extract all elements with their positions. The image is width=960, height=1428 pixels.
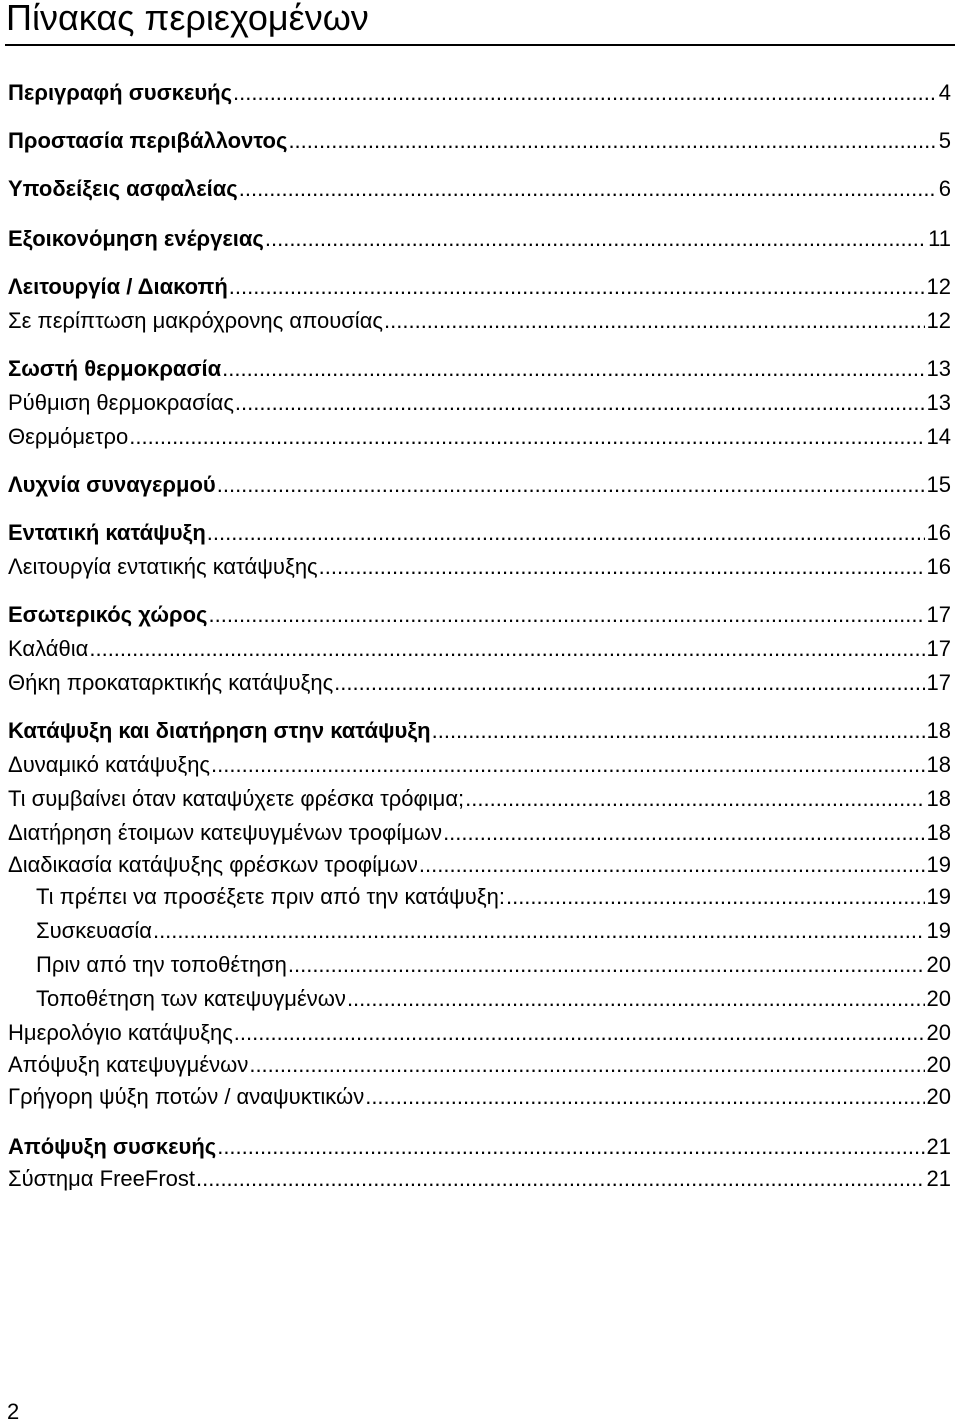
- toc-entry[interactable]: [36, 883, 951, 911]
- toc-entry[interactable]: [8, 175, 951, 203]
- toc-entry[interactable]: [8, 273, 951, 301]
- toc-entry-label: Τοποθέτηση των κατεψυγμένων: [36, 986, 346, 1011]
- toc-entry[interactable]: [8, 127, 951, 155]
- toc-dot-leader: [319, 553, 925, 581]
- toc-dot-leader: [443, 819, 924, 847]
- toc-entry[interactable]: [8, 1133, 951, 1161]
- toc-dot-leader: [217, 1133, 924, 1161]
- toc-entry-label: Τι συμβαίνει όταν καταψύχετε φρέσκα τρόφιμα;: [8, 786, 465, 811]
- toc-entry-page: 18: [926, 718, 951, 743]
- toc-dot-leader: [129, 423, 924, 451]
- toc-entry[interactable]: [36, 951, 951, 979]
- toc-entry-page: 21: [926, 1134, 951, 1159]
- toc-entry-label: Σύστημα FreeFrost: [8, 1166, 195, 1191]
- toc-entry-page: 18: [926, 820, 951, 845]
- toc-dot-leader: [211, 751, 924, 779]
- toc-entry[interactable]: [8, 1165, 951, 1193]
- toc-dot-leader: [432, 717, 925, 745]
- toc-entry-label: Κατάψυξη και διατήρηση στην κατάψυξη: [8, 718, 431, 743]
- toc-entry-label: Καλάθια: [8, 636, 89, 661]
- toc-entry-label: Διαδικασία κατάψυξης φρέσκων τροφίμων: [8, 852, 418, 877]
- toc-entry[interactable]: [8, 519, 951, 547]
- toc-entry[interactable]: [8, 1083, 951, 1111]
- toc-entry-page: 4: [938, 80, 951, 105]
- toc-dot-leader: [153, 917, 925, 945]
- toc-entry-page: 5: [938, 128, 951, 153]
- toc-entry[interactable]: [8, 785, 951, 813]
- toc-dot-leader: [249, 1051, 924, 1079]
- page-number: 2: [7, 1399, 20, 1424]
- toc-entry-page: 21: [926, 1166, 951, 1191]
- toc-entry-page: 13: [926, 390, 951, 415]
- toc-entry-label: Λειτουργία εντατικής κατάψυξης: [8, 554, 318, 579]
- toc-entry[interactable]: [36, 985, 951, 1013]
- toc-entry-page: 15: [926, 472, 951, 497]
- toc-entry-page: 18: [926, 786, 951, 811]
- toc-entry-label: Δυναμικό κατάψυξης: [8, 752, 211, 777]
- toc-entry-page: 20: [926, 1020, 951, 1045]
- toc-entry[interactable]: [8, 819, 951, 847]
- toc-dot-leader: [229, 273, 925, 301]
- toc-entry-page: 13: [926, 356, 951, 381]
- toc-dot-leader: [233, 79, 937, 107]
- toc-entry-page: 12: [926, 274, 951, 299]
- toc-entry-page: 19: [926, 884, 951, 909]
- toc-entry-label: Εσωτερικός χώρος: [8, 602, 208, 627]
- toc-entry[interactable]: [8, 79, 951, 107]
- toc-dot-leader: [196, 1165, 925, 1193]
- toc-dot-leader: [384, 307, 925, 335]
- toc-entry-page: 19: [926, 918, 951, 943]
- toc-entry-label: Περιγραφή συσκευής: [8, 80, 233, 105]
- toc-entry[interactable]: [8, 471, 951, 499]
- toc-entry-label: Λυχνία συναγερμού: [8, 472, 216, 497]
- toc-entry-label: Ρύθμιση θερμοκρασίας: [8, 390, 234, 415]
- toc-dot-leader: [419, 851, 925, 879]
- toc-dot-leader: [208, 601, 924, 629]
- toc-entry[interactable]: [8, 1051, 951, 1079]
- toc-entry-page: 20: [926, 1052, 951, 1077]
- toc-dot-leader: [288, 951, 925, 979]
- toc-entry[interactable]: [8, 355, 951, 383]
- toc-entry-label: Εντατική κατάψυξη: [8, 520, 206, 545]
- toc-entry[interactable]: [8, 601, 951, 629]
- toc-entry-page: 16: [926, 520, 951, 545]
- toc-entry-page: 17: [926, 670, 951, 695]
- toc-dot-leader: [207, 519, 925, 547]
- toc-entry-label: Τι πρέπει να προσέξετε πριν από την κατάψυξη:: [36, 884, 505, 909]
- toc-dot-leader: [506, 883, 925, 911]
- toc-entry-page: 19: [926, 852, 951, 877]
- toc-entry-page: 12: [926, 308, 951, 333]
- toc-dot-leader: [288, 127, 936, 155]
- toc-entry-label: Πριν από την τοποθέτηση: [36, 952, 287, 977]
- toc-entry-page: 11: [928, 226, 951, 251]
- toc-dot-leader: [235, 389, 925, 417]
- toc-dot-leader: [365, 1083, 924, 1111]
- toc-entry-label: Διατήρηση έτοιμων κατεψυγμένων τροφίμων: [8, 820, 443, 845]
- toc-entry[interactable]: [8, 389, 951, 417]
- toc-dot-leader: [89, 635, 924, 663]
- toc-entry[interactable]: [8, 1019, 951, 1047]
- toc-entry-label: Ημερολόγιο κατάψυξης: [8, 1020, 233, 1045]
- toc-dot-leader: [217, 471, 925, 499]
- toc-dot-leader: [334, 669, 924, 697]
- toc-dot-leader: [265, 225, 926, 253]
- toc-entry-page: 14: [926, 424, 951, 449]
- toc-entry-label: Σωστή θερμοκρασία: [8, 356, 222, 381]
- toc-entry[interactable]: [36, 917, 951, 945]
- toc-entry[interactable]: [8, 423, 951, 451]
- toc-entry-label: Θήκη προκαταρκτικής κατάψυξης: [8, 670, 334, 695]
- toc-entry[interactable]: [8, 851, 951, 879]
- toc-entry-label: Σε περίπτωση μακρόχρονης απουσίας: [8, 308, 384, 333]
- toc-entry-label: Προστασία περιβάλλοντος: [8, 128, 288, 153]
- toc-entry-page: 17: [926, 602, 951, 627]
- toc-entry-label: Εξοικονόμηση ενέργειας: [8, 226, 264, 251]
- toc-entry-label: Γρήγορη ψύξη ποτών / αναψυκτικών: [8, 1084, 365, 1109]
- toc-entry[interactable]: [8, 553, 951, 581]
- toc-entry-page: 20: [926, 986, 951, 1011]
- toc-entry[interactable]: [8, 669, 951, 697]
- toc-entry-page: 6: [938, 176, 951, 201]
- toc-dot-leader: [222, 355, 924, 383]
- toc-entry-label: Απόψυξη συσκευής: [8, 1134, 217, 1159]
- toc-entry-page: 18: [926, 752, 951, 777]
- toc-entry-page: 16: [926, 554, 951, 579]
- toc-dot-leader: [465, 785, 924, 813]
- toc-entry[interactable]: [8, 225, 951, 253]
- toc-dot-leader: [347, 985, 925, 1013]
- toc-entry[interactable]: [8, 307, 951, 335]
- page-title: Πίνακας περιεχομένων: [6, 0, 369, 38]
- toc-entry-page: 20: [926, 952, 951, 977]
- toc-entry[interactable]: [8, 751, 951, 779]
- toc-entry-label: Θερμόμετρο: [8, 424, 129, 449]
- toc-entry-page: 17: [926, 636, 951, 661]
- toc-entry[interactable]: [8, 717, 951, 745]
- toc-entry-label: Συσκευασία: [36, 918, 152, 943]
- toc-entry[interactable]: [8, 635, 951, 663]
- toc-entry-page: 20: [926, 1084, 951, 1109]
- toc-dot-leader: [234, 1019, 925, 1047]
- toc-entry-label: Υποδείξεις ασφαλείας: [8, 176, 238, 201]
- toc-dot-leader: [239, 175, 937, 203]
- toc-entry-label: Λειτουργία / Διακοπή: [8, 274, 228, 299]
- toc-entry-label: Απόψυξη κατεψυγμένων: [8, 1052, 249, 1077]
